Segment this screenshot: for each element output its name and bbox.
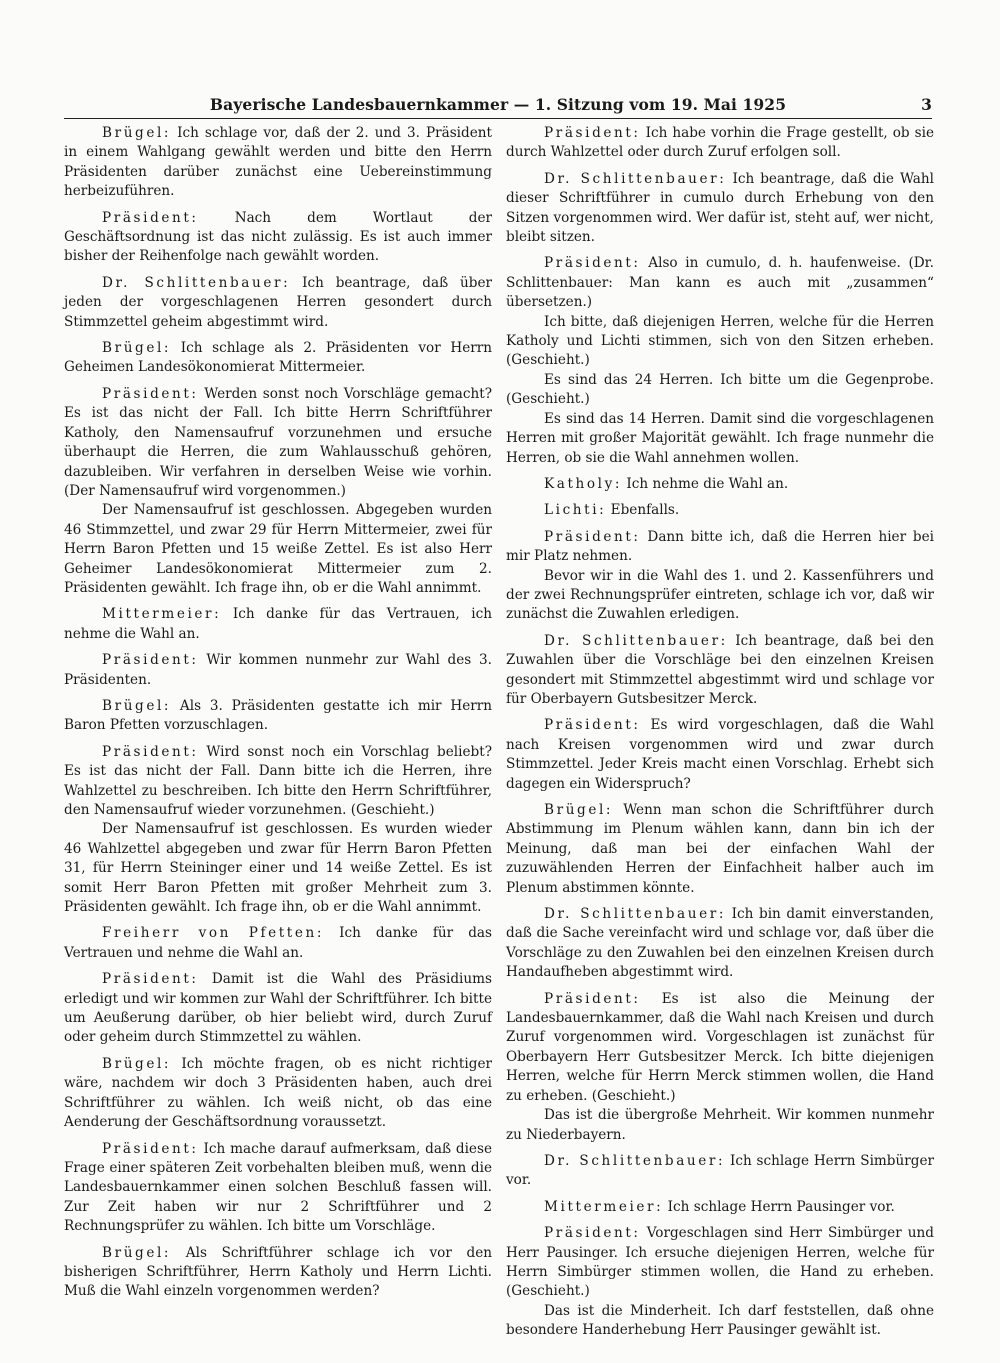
paragraph-text: Ich schlage Herrn Simbürger vor. [506, 1152, 935, 1189]
page-number: 3 [921, 95, 932, 114]
paragraph [64, 1244, 492, 1302]
paragraph-text: Der Namensaufruf ist geschlossen. Es wurden wieder 46 Wahlzettel abgegeben und zwar für Herrn Baron Pfetten 31, für Herrn Steininger einer und 14 weiße Zettel. Es ist somit Herr Baron Pfetten mit großer Mehrheit zum 3. Präsidenten gewählt. Ich frage ihn, ob er die Wahl annimmt. [64, 821, 492, 916]
paragraph [64, 209, 492, 267]
header-rule [64, 118, 932, 119]
paragraph [506, 528, 934, 567]
paragraph-text: Ich habe vorhin die Frage gestellt, ob sie durch Wahlzettel oder durch Zuruf erfolgen soll. [506, 125, 934, 161]
paragraph-text: Der Namensaufruf ist geschlossen. Abgegeben wurden 46 Stimmzettel, und zwar 29 für Herrn Mittermeier, zwei für Herrn Baron Pfetten und 15 weiße Zettel. Es ist also Herr Geheimer Landesökonomierat Mittermeier zum 2. Präsidenten gewählt. Ich frage ihn, ob er die Wahl annimmt. [64, 502, 492, 596]
paragraph [64, 820, 492, 917]
paragraph-text: Es ist also die Meinung der Landesbauernkammer, daß die Wahl nach Kreisen und durch Zuruf vorgenommen wird. Vorgeschlagen ist zunächst für Oberbayern Herr Gutsbesitzer Merck. Ich bitte diejenigen Herren, welche für Herrn Merck stimmen wollen, die Hand zu erheben. (Geschieht.) [506, 990, 934, 1104]
speaker-name: Präsident: [544, 990, 641, 1007]
paragraph-text: Also in cumulo, d. h. haufenweise. (Dr. Schlittenbauer: Man kann es auch mit „zusammen“ übersetzen.) [506, 255, 934, 311]
paragraph [506, 716, 934, 794]
paragraph [506, 410, 934, 468]
speaker-name: Katholy: [544, 475, 623, 492]
paragraph-text: Ich bitte, daß diejenigen Herren, welche für die Herren Katholy und Lichti stimmen, sich von den Sitzen erheben. (Geschieht.) [506, 313, 934, 369]
paragraph-text: Als Schriftführer schlage ich vor den bisherigen Schriftführer, Herrn Katholy und Herrn Lichti. Muß die Wahl einzeln vorgenommen werden? [64, 1244, 492, 1300]
paragraph [506, 1152, 934, 1191]
speaker-name: Lichti: [544, 502, 607, 519]
paragraph-text: Ebenfalls. [606, 502, 680, 519]
paragraph [64, 651, 492, 690]
speaker-name: Freiherr von Pfetten: [102, 925, 325, 942]
speaker-name: Mittermeier: [102, 606, 222, 623]
speaker-name: Dr. Schlittenbauer: [544, 170, 727, 187]
speaker-name: Präsident: [544, 125, 641, 141]
paragraph-text: Wenn man schon die Schriftführer durch Abstimmung im Plenum wählen kann, dann bin ich der Meinung, daß man bei der einfachen Wahl der zuzuwählenden Herren der Einfachheit halber auch im Plenum abstimmen könnte. [506, 802, 934, 896]
paragraph [506, 905, 934, 983]
paragraph-text: Es sind das 24 Herren. Ich bitte um die Gegenprobe. (Geschieht.) [506, 371, 934, 408]
paragraph [506, 1302, 934, 1341]
paragraph [64, 970, 492, 1048]
paragraph-text: Ich schlage Herrn Pausinger vor. [663, 1198, 895, 1215]
paragraph-text: Wird sonst noch ein Vorschlag beliebt? Es ist das nicht der Fall. Dann bitte ich die Herren, ihre Wahlzettel zu beschreiben. Ich bitte den Herrn Schriftführer, den Namensaufruf wieder vorzunehmen. (Geschieht.) [64, 743, 492, 818]
paragraph [506, 567, 934, 625]
paragraph [64, 339, 492, 378]
paragraph-text: Ich bin damit einverstanden, daß die Sache vereinfacht wird und schlage vor, daß über die Vorschläge zu den Zuwahlen bei den einzelnen Kreisen durch Handaufheben abgestimmt wird. [506, 906, 935, 981]
paragraph [64, 1055, 492, 1133]
speaker-name: Brügel: [102, 340, 172, 357]
paragraph-text: Wir kommen nunmehr zur Wahl des 3. Präsidenten. [64, 652, 492, 688]
paragraph [506, 170, 934, 248]
paragraph-text: Ich beantrage, daß bei den Zuwahlen über die Vorschläge bei den einzelnen Kreisen gesondert mit Stimmzettel abgestimmt wird und schlage vor für Oberbayern Gutsbesitzer Merck. [506, 632, 934, 707]
paragraph [506, 1106, 934, 1145]
paragraph [506, 1224, 934, 1302]
speaker-name: Präsident: [102, 971, 199, 988]
paragraph-text: Das ist die übergroße Mehrheit. Wir kommen nunmehr zu Niederbayern. [506, 1107, 934, 1143]
paragraph [506, 801, 934, 898]
paragraph [64, 924, 492, 963]
speaker-name: Präsident: [102, 652, 199, 669]
running-header [64, 95, 932, 115]
paragraph-text: Ich mache darauf aufmerksam, daß diese Frage einer späteren Zeit vorbehalten bleiben muß, wenn die Landesbauernkammer einen solchen Beschluß fassen will. Zur Zeit haben wir nur 2 Schriftführer und 2 Rechnungsprüfer zu wählen. Ich bitte um Vorschläge. [64, 1140, 492, 1235]
speaker-name: Präsident: [544, 255, 641, 272]
paragraph [506, 475, 934, 494]
speaker-name: Präsident: [544, 528, 641, 545]
paragraph-text: Es sind das 14 Herren. Damit sind die vorgeschlagenen Herren mit großer Majorität gewählt. Ich frage nunmehr die Herren, ob sie die Wahl annehmen wollen. [506, 410, 934, 466]
paragraph-text: Ich nehme die Wahl an. [622, 475, 789, 492]
speaker-name: Präsident: [544, 717, 641, 734]
paragraph-text: Es wird vorgeschlagen, daß die Wahl nach Kreisen vorgenommen wird und zwar durch Stimmzettel. Jeder Kreis macht einen Vorschlag. Erhebt sich dagegen ein Widerspruch? [506, 717, 934, 792]
paragraph-text: Bevor wir in die Wahl des 1. und 2. Kassenführers und der zwei Rechnungsprüfer eintreten, schlage ich vor, daß wir zunächst die Zuwahlen erledigen. [506, 567, 934, 623]
paragraph-text: Ich danke für das Vertrauen, ich nehme die Wahl an. [64, 606, 492, 642]
speaker-name: Dr. Schlittenbauer: [544, 906, 727, 923]
paragraph [64, 501, 492, 598]
paragraph-text: Damit ist die Wahl des Präsidiums erledigt und wir kommen zur Wahl der Schriftführer. Ich bitte um Aeußerung darüber, ob hier beliebt wird, durch Zuruf oder geheim durch Stimmzettel zu wählen. [64, 971, 492, 1046]
paragraph-text: Nach dem Wortlaut der Geschäftsordnung ist das nicht zulässig. Es ist auch immer bisher der Reihenfolge nach gewählt worden. [64, 209, 492, 265]
speaker-name: Präsident: [544, 1225, 641, 1242]
paragraph [506, 124, 934, 163]
paragraph [64, 385, 492, 501]
paragraph [64, 274, 492, 332]
paragraph-text: Ich schlage vor, daß der 2. und 3. Präsident in einem Wahlgang gewählt werden und bitte den Herrn Präsidenten darüber zunächst eine Uebereinstimmung herbeizuführen. [64, 125, 492, 200]
speaker-name: Präsident: [102, 209, 199, 226]
paragraph-text: Ich beantrage, daß über jeden der vorgeschlagenen Herren gesondert durch Stimmzettel geheim abgestimmt wird. [64, 274, 493, 330]
paragraph-text: Ich beantrage, daß die Wahl dieser Schriftführer in cumulo durch Erhebung von den Sitzen vorgenommen wird. Wer dafür ist, steht auf, wer nicht, bleibt sitzen. [506, 170, 935, 246]
paragraph [64, 124, 492, 202]
speaker-name: Brügel: [102, 125, 172, 141]
paragraph [506, 990, 934, 1106]
paragraph-text: Werden sonst noch Vorschläge gemacht? Es ist das nicht der Fall. Ich bitte Herrn Schriftführer Katholy, den Namensaufruf vorzunehmen und ersuche überhaupt die Herren, die zum Wahlausschuß gehören, dazubleiben. Wir verfahren in derselben Weise wie vorhin. (Der Namensaufruf wird vorgenommen.) [64, 385, 492, 499]
paragraph [64, 697, 492, 736]
paragraph-text: Ich schlage als 2. Präsidenten vor Herrn Geheimen Landesökonomierat Mittermeier. [64, 340, 492, 376]
speaker-name: Präsident: [102, 743, 199, 760]
speaker-name: Brügel: [102, 1244, 172, 1261]
paragraph-text: Ich möchte fragen, ob es nicht richtiger wäre, nachdem wir doch 3 Präsidenten haben, auch drei Schriftführer zu wählen. Ich weiß nicht, ob das eine Aenderung der Geschäftsordnung voraussetzt. [64, 1055, 492, 1131]
paragraph [506, 632, 934, 710]
speaker-name: Präsident: [102, 385, 199, 402]
paragraph-text: Dann bitte ich, daß die Herren hier bei mir Platz nehmen. [506, 528, 934, 565]
speaker-name: Brügel: [544, 802, 614, 818]
paragraph [506, 254, 934, 312]
speaker-name: Präsident: [102, 1140, 199, 1157]
paragraph [64, 605, 492, 644]
speaker-name: Dr. Schlittenbauer: [544, 1152, 726, 1169]
paragraph [64, 743, 492, 821]
speaker-name: Dr. Schlittenbauer: [102, 274, 291, 291]
speaker-name: Dr. Schlittenbauer: [544, 632, 728, 649]
speaker-name: Brügel: [102, 697, 172, 714]
header-title: Bayerische Landesbauernkammer — 1. Sitzung vom 19. Mai 1925 [209, 95, 787, 114]
speaker-name: Brügel: [102, 1055, 172, 1072]
paragraph [506, 371, 934, 410]
speaker-name: Mittermeier: [544, 1198, 664, 1215]
paragraph-text: Als 3. Präsidenten gestatte ich mir Herrn Baron Pfetten vorzuschlagen. [64, 697, 492, 734]
paragraph-text: Ich danke für das Vertrauen und nehme die Wahl an. [64, 925, 492, 961]
paragraph-text: Das ist die Minderheit. Ich darf feststellen, daß ohne besondere Handerhebung Herr Pausinger gewählt ist. [506, 1302, 934, 1339]
paragraph [64, 1140, 492, 1237]
paragraph [506, 1198, 934, 1217]
left-column [64, 124, 493, 1300]
paragraph [506, 313, 934, 371]
paragraph-text: Vorgeschlagen sind Herr Simbürger und Herr Pausinger. Ich ersuche diejenigen Herren, welche für Herrn Simbürger stimmen wollen, die Hand zu erheben. (Geschieht.) [506, 1225, 934, 1300]
right-column [506, 124, 935, 1339]
paragraph [506, 501, 934, 520]
